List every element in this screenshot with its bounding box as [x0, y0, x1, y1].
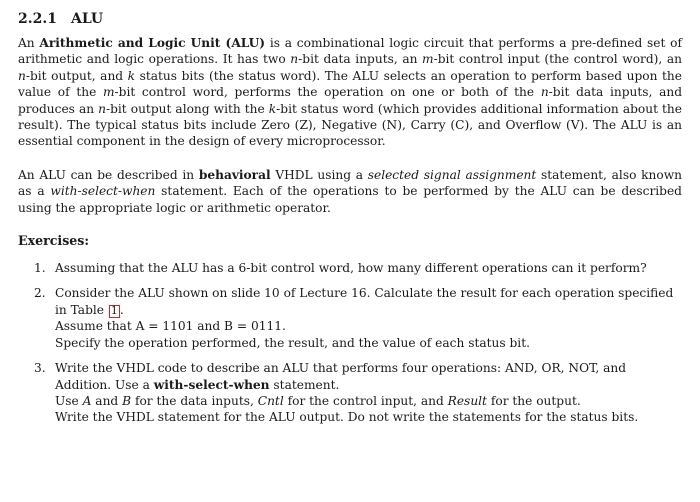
math-variable: m	[102, 85, 115, 100]
section-number: 2.2.1	[18, 11, 57, 27]
text-run: status bits (the status word). The ALU selects an operation to perform based upon the value of the	[18, 68, 682, 100]
vhdl-description-paragraph	[18, 167, 682, 216]
exercise-text	[55, 285, 682, 318]
exercise-text	[55, 360, 682, 393]
section-title: ALU	[70, 11, 104, 27]
exercises-heading: Exercises:	[18, 233, 90, 249]
bold-keyword-with-select-when: with-select-when	[153, 377, 270, 392]
text-run: Consider the ALU shown on slide 10 of Lecture 16. Calculate the result for each operation specified in Table	[55, 286, 674, 317]
text-run: Use	[55, 393, 83, 408]
section-heading	[18, 9, 682, 29]
text-run: -bit control word, performs the operation on one or both of the	[114, 85, 541, 100]
exercises-list	[18, 260, 682, 426]
bold-term-behavioral: behavioral	[198, 167, 271, 182]
text-run: VHDL using a	[270, 167, 368, 182]
text-run: -bit output along with the	[105, 101, 269, 116]
text-run: -bit status word (which provides additional information about the result). The typical status bits include Zero (Z), Negative (N), Carry (C), and Overflow (V). The ALU is an essential component in the design of every microprocessor.	[18, 101, 682, 149]
exercise-text: Write the VHDL statement for the ALU output. Do not write the statements for the status bits.	[55, 410, 639, 425]
text-run: for the data inputs,	[131, 393, 258, 408]
math-variable: B	[122, 393, 132, 408]
math-variable: A	[82, 393, 92, 408]
text-run: statement.	[269, 377, 340, 392]
text-run: Write the VHDL code to describe an ALU that performs four operations: AND, OR, NOT, and Addition. Use a	[55, 361, 627, 392]
text-run: .	[119, 302, 124, 317]
text-run: -bit data inputs, and produces an	[18, 85, 682, 116]
bold-term-alu: Arithmetic and Logic Unit (ALU)	[39, 36, 266, 50]
math-variable: n	[540, 85, 549, 100]
math-variable: m	[422, 52, 434, 67]
math-variable: Result	[447, 393, 487, 408]
exercise-item-1	[18, 260, 682, 276]
exercise-text: Assuming that the ALU has a 6-bit control word, how many different operations can it perform?	[55, 261, 647, 276]
math-variable: k	[268, 101, 277, 116]
exercise-item-3	[18, 360, 682, 426]
text-run: An	[18, 36, 40, 50]
math-variable: Cntl	[257, 393, 284, 408]
exercise-number: 2.	[34, 286, 46, 301]
text-run: and	[91, 393, 123, 408]
text-run: statement. Each of the operations to be performed by the ALU can be described using the appropriate logic or arithmetic operator.	[18, 184, 682, 215]
exercise-text: Assume that A = 1101 and B = 0111.	[55, 319, 286, 334]
exercise-item-2	[18, 285, 682, 351]
text-run: for the output.	[486, 393, 581, 408]
text-run: -bit data inputs, an	[298, 52, 423, 67]
text-run: for the control input, and	[283, 393, 448, 408]
text-run: -bit control input (the control word), an	[433, 52, 683, 67]
exercise-number: 1.	[34, 261, 46, 276]
exercise-text: Specify the operation performed, the result, and the value of each status bit.	[55, 335, 530, 350]
math-variable: n	[290, 52, 299, 67]
italic-term-selected-signal-assignment: selected signal assignment	[367, 167, 537, 182]
text-run: is a combinational logic circuit that performs a pre-defined set of arithmetic and logic operations. It has two	[18, 36, 683, 67]
math-variable: k	[127, 68, 136, 83]
text-run: An ALU can be described in	[18, 167, 199, 182]
italic-term-with-select-when: with-select-when	[50, 184, 156, 199]
alu-definition-paragraph	[18, 35, 682, 150]
exercise-number: 3.	[34, 361, 46, 376]
text-run: statement, also known as a	[18, 167, 682, 199]
math-variable: n	[18, 68, 26, 83]
math-variable: n	[98, 101, 106, 116]
exercise-text	[55, 393, 682, 409]
text-run: -bit output, and	[25, 68, 128, 83]
table-reference-link[interactable]: 1	[110, 303, 118, 317]
